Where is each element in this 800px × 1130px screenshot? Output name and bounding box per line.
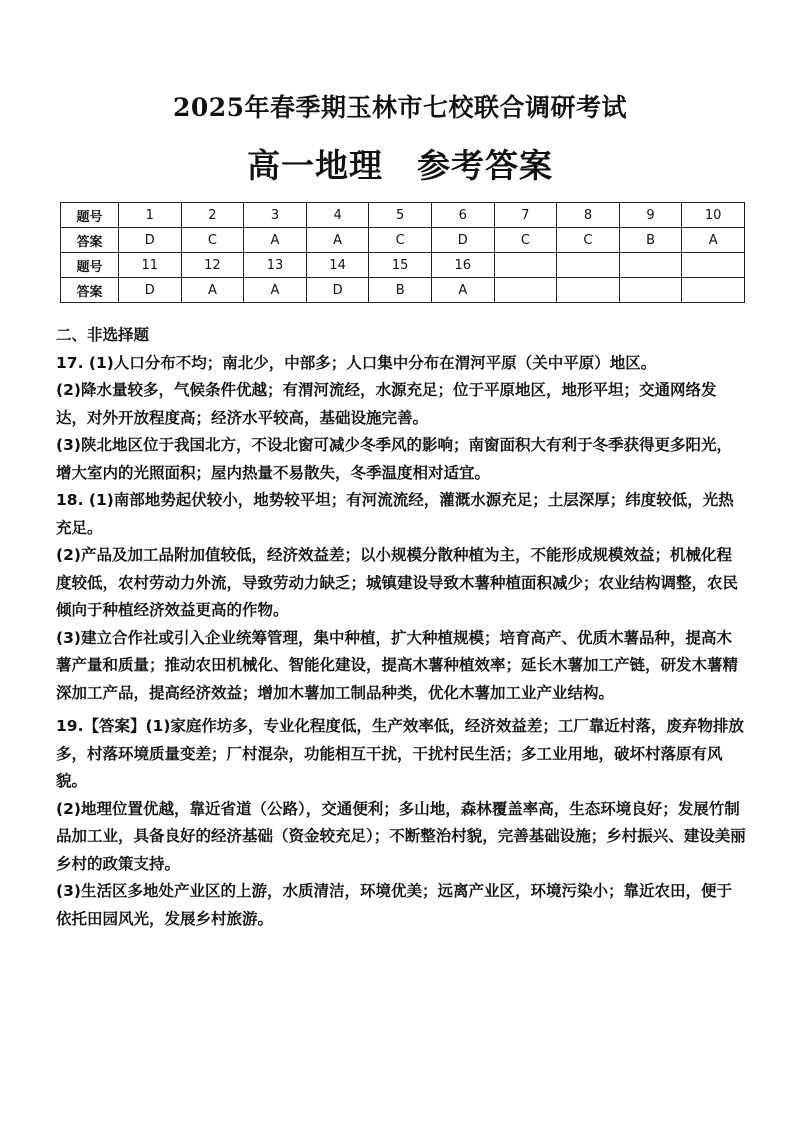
table-cell: 10 [682,203,745,228]
answer-q19-1: 19.【答案】(1)家庭作坊多，专业化程度低，生产效率低，经济效益差；工厂靠近村落，废弃物排放多，村落环境质量变差；厂村混杂，功能相互干扰，干扰村民生活；多工业用地，破坏村落原有风貌。 [56,717,744,790]
table-cell: 1 [119,203,182,228]
table-cell: 6 [431,203,494,228]
answer-q18-2: (2)产品及加工品附加值较低，经济效益差；以小规模分散种植为主，不能形成规模效益；机械化程度较低，农村劳动力外流，导致劳动力缺乏；城镇建设导致木薯种植面积减少；农业结构调整，农民倾向于种植经济效益更高的作物。 [56,546,739,619]
subject-title: 高一地理 参考答案 [247,146,553,185]
table-cell: B [619,228,682,253]
table-cell: C [557,228,620,253]
table-row [61,203,745,228]
table-cell [682,278,745,303]
answer-q19-3: (3)生活区多地处产业区的上游，水质清洁，环境优美；远离产业区，环境污染小；靠近农田，便于依托田园风光，发展乡村旅游。 [56,882,732,928]
section-title: 二、非选择题 [56,326,150,344]
table-cell [619,278,682,303]
table-cell: 14 [306,253,369,278]
answer-content [56,322,746,933]
table-cell: 16 [431,253,494,278]
table-cell: A [244,228,307,253]
table-cell: D [119,228,182,253]
table-cell: A [682,228,745,253]
table-cell: D [306,278,369,303]
table-cell: 5 [369,203,432,228]
table-cell: 13 [244,253,307,278]
table-cell: B [369,278,432,303]
table-cell [682,253,745,278]
table-cell [557,253,620,278]
answer-q19-2: (2)地理位置优越，靠近省道（公路），交通便利；多山地，森林覆盖率高，生态环境良好；发展竹制品加工业，具备良好的经济基础（资金较充足）；不断整治村貌，完善基础设施；乡村振兴、建设美丽乡村的政策支持。 [56,799,746,873]
table-cell: 9 [619,203,682,228]
table-cell: 2 [181,203,244,228]
table-row [61,253,745,278]
table-cell: A [244,278,307,303]
answer-table [60,202,745,303]
table-cell: A [306,228,369,253]
table-cell: D [431,228,494,253]
table-cell: 7 [494,203,557,228]
row-label: 题号 [61,253,119,278]
table-cell: C [369,228,432,253]
table-cell: 4 [306,203,369,228]
table-cell: 15 [369,253,432,278]
table-cell: D [119,278,182,303]
table-cell: 12 [181,253,244,278]
row-label: 题号 [61,203,119,228]
table-row [61,278,745,303]
answer-q18-3: (3)建立合作社或引入企业统筹管理，集中种植，扩大种植规模；培育高产、优质木薯品种，提高木薯产量和质量；推动农田机械化、智能化建设，提高木薯种植效率；延长木薯加工产链，研发木薯精深加工产品，提高经济效益；增加木薯加工制品种类，优化木薯加工业产业结构。 [56,628,739,702]
answer-q17-2: (2)降水量较多，气候条件优越；有渭河流经，水源充足；位于平原地区，地形平坦；交通网络发达，对外开放程度高；经济水平较高，基础设施完善。 [56,381,717,427]
table-cell [494,253,557,278]
row-label: 答案 [61,278,119,303]
table-cell [494,278,557,303]
table-cell [619,253,682,278]
table-cell [557,278,620,303]
table-row [61,228,745,253]
answer-q17-1: 17. (1)人口分布不均；南北少，中部多；人口集中分布在渭河平原（关中平原）地区。 [56,353,657,372]
answer-q18-1: 18. (1)南部地势起伏较小，地势较平坦；有河流流经，灌溉水源充足；土层深厚；纬度较低，光热充足。 [56,491,734,537]
answer-q17-3: (3)陕北地区位于我国北方，不设北窗可减少冬季风的影响；南窗面积大有利于冬季获得更多阳光，增大室内的光照面积；屋内热量不易散失，冬季温度相对适宜。 [56,436,732,482]
row-label: 答案 [61,228,119,253]
table-cell: 11 [119,253,182,278]
table-cell: A [431,278,494,303]
table-cell: 3 [244,203,307,228]
table-cell: C [181,228,244,253]
exam-title: 2025年春季期玉林市七校联合调研考试 [172,93,628,122]
table-cell: 8 [557,203,620,228]
table-cell: C [494,228,557,253]
table-cell: A [181,278,244,303]
